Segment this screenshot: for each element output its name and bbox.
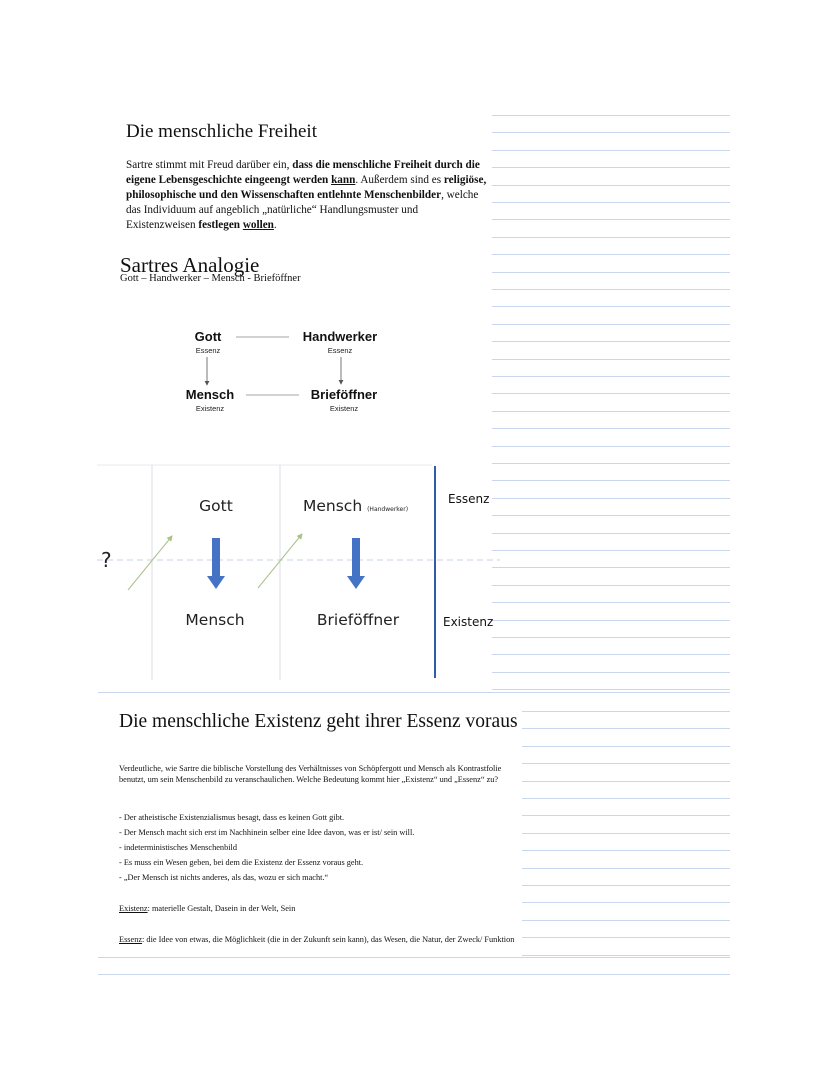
freiheit-paragraph-part: Außerdem sind es <box>358 174 444 186</box>
freiheit-paragraph-part: . <box>355 174 359 186</box>
existenz-def-text: : materielle Gestalt, Dasein in der Welt, Sein <box>147 904 296 913</box>
freiheit-paragraph-part: religiöse, philosophische und den Wissenschaften entlehnte Menschenbilder <box>126 174 487 201</box>
list-item: - Der atheistische Existenzialismus besagt, dass es keinen Gott gibt. <box>119 813 345 822</box>
answer-list <box>119 812 519 887</box>
mensch-top-text: Mensch <box>303 497 363 515</box>
diagram-mensch-existenz: Existenz <box>195 404 225 413</box>
mensch-handwerker-label <box>303 497 408 515</box>
freiheit-paragraph-part: Sartre stimmt mit Freud darüber ein, <box>126 159 293 171</box>
task-paragraph: Verdeutliche, wie Sartre die biblische Vorstellung des Verhältnisses von Schöpfergott und Mensch als Kontrastfolie benutzt, um sein Menschenbild zu veranschaulichen. Welche Bedeutung kommt hier „Existenz“ und „Essenz“ zu? <box>119 764 502 784</box>
gott-label: Gott <box>199 497 233 515</box>
essenz-label: Essenz <box>448 492 490 506</box>
essenz-term: Essenz <box>119 935 143 944</box>
list-item: - Es muss ein Wesen geben, bei dem die Existenz der Essenz voraus geht. <box>119 858 364 867</box>
diagram-mensch-label: Mensch <box>185 387 235 402</box>
list-item: - „Der Mensch ist nichts anderes, als das, wozu er sich macht.“ <box>119 873 329 882</box>
question-mark: ? <box>101 548 112 572</box>
diagonal-arrow-1 <box>128 536 172 590</box>
list-item: - indeterministisches Menschenbild <box>119 843 237 852</box>
freiheit-paragraph-part: dass die menschliche Freiheit durch die eigene Lebensgeschichte eingeengt werden <box>126 159 480 186</box>
section-title-analogie: Sartres Analogie <box>120 253 260 277</box>
handwerker-small-text: (Handwerker) <box>367 506 409 513</box>
existenz-definition <box>119 903 519 914</box>
freiheit-paragraph-part: festlegen <box>198 219 241 231</box>
brieföffner-label: Brieföffner <box>316 611 400 629</box>
down-arrow-1 <box>207 538 225 589</box>
essenz-definition <box>119 934 519 945</box>
diagram-brieföffner-existenz: Existenz <box>329 404 359 413</box>
diagram-gott-essenz: Essenz <box>195 346 221 355</box>
freiheit-paragraph-part: , welche das Individuum auf angeblich „natürliche“ Handlungsmuster und Existenzweisen <box>126 189 479 231</box>
diagram-handwerker-essenz: Essenz <box>327 346 353 355</box>
freiheit-paragraph-part: . <box>273 219 277 231</box>
diagram-gott-label: Gott <box>194 329 222 344</box>
list-item: - Der Mensch macht sich erst im Nachhinein selber eine Idee davon, was er ist/ sein will. <box>119 828 415 837</box>
freiheit-paragraph-part: wollen <box>242 219 274 231</box>
existenz-label: Existenz <box>443 615 494 629</box>
section-title-freiheit: Die menschliche Freiheit <box>126 121 317 142</box>
section-title-existenz: Die menschliche Existenz geht ihrer Essenz voraus <box>119 711 518 732</box>
existenz-term: Existenz <box>119 904 148 913</box>
diagram-brieföffner-label: Brieföffner <box>310 387 378 402</box>
freiheit-paragraph-part: kann <box>331 174 356 186</box>
mensch-bottom-label: Mensch <box>185 611 245 629</box>
essenz-def-text: : die Idee von etwas, die Möglichkeit (die in der Zukunft sein kann), das Wesen, die Natur, der Zweck/ Funktion <box>142 935 515 944</box>
down-arrow-2 <box>347 538 365 589</box>
analogie-subtitle: Gott – Handwerker – Mensch - Brieföffner <box>120 273 301 284</box>
diagram-handwerker-label: Handwerker <box>302 329 378 344</box>
